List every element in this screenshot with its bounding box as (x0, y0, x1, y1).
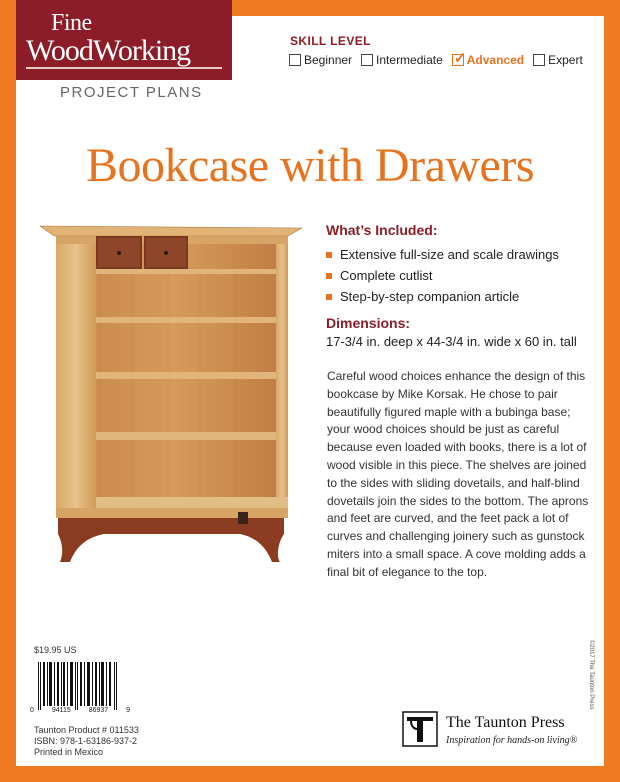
product-info (34, 725, 139, 758)
copyright-container (586, 640, 594, 720)
checkbox-icon (361, 54, 373, 66)
barcode-digit: 94115 (51, 707, 71, 714)
brand-subhead: PROJECT PLANS (60, 84, 203, 101)
skill-option-beginner (289, 53, 352, 67)
skill-label: Beginner (304, 53, 353, 67)
bullet-icon (326, 252, 332, 258)
skill-label: Advanced (466, 53, 525, 67)
skill-option-intermediate (361, 53, 443, 67)
list-item (326, 244, 559, 265)
price: $19.95 US (34, 645, 77, 655)
plan-title: Bookcase with Drawers (85, 139, 535, 192)
skill-level-options (289, 50, 583, 67)
list-item (326, 265, 559, 286)
brand-line2: WoodWorking (26, 34, 191, 67)
brand-rule (26, 67, 222, 69)
barcode-digit: 86937 (88, 707, 109, 714)
bullet-icon (326, 294, 332, 300)
skill-label: Expert (548, 53, 583, 67)
publisher-block (402, 710, 592, 756)
bookcase-photo (40, 212, 304, 574)
publisher-name: The Taunton Press (446, 714, 565, 731)
checkbox-icon (533, 54, 545, 66)
included-title: What’s Included: (326, 222, 438, 238)
barcode-digit: 0 (30, 707, 34, 714)
checked-checkbox-icon (452, 50, 467, 67)
included-item: Complete cutlist (340, 268, 433, 283)
printed-in: Printed in Mexico (34, 747, 104, 757)
taunton-logo-icon (402, 711, 438, 747)
isbn: ISBN: 978-1-63186-937-2 (34, 736, 138, 746)
brand-logo (16, 0, 232, 80)
publisher-tagline: Inspiration for hands-on living® (446, 735, 578, 746)
list-item (326, 286, 559, 307)
bullet-icon (326, 273, 332, 279)
skill-level-title: SKILL LEVEL (290, 34, 371, 48)
included-item: Step-by-step companion article (340, 289, 520, 304)
skill-label: Intermediate (376, 53, 443, 67)
checkbox-icon (289, 54, 301, 66)
barcode-digits (30, 707, 130, 714)
copyright: ©2017 The Taunton Press (588, 640, 594, 710)
skill-option-expert (533, 53, 583, 67)
product-number: Taunton Product # 011533 (34, 725, 139, 735)
dimensions-text: 17-3/4 in. deep x 44-3/4 in. wide x 60 in. tall (326, 334, 577, 349)
checkmark-icon: ✓ (453, 50, 467, 67)
brand-line1: Fine (51, 10, 92, 36)
description: Careful wood choices enhance the design of this bookcase by Mike Korsak. He chose to pair beautifully figured maple with a bubinga base; your wood choices should be just as careful because even loaded with books, there is a lot of wood visible in this piece. The shelves are joined to the sides with sliding dovetails, and half-blind dovetails join the sides to the bottom. The aprons and feet are curved, and the feet pack a lot of curves and challenging joinery such as gunstock miters into a small space. A cove molding adds a final bit of elegance to the top. (327, 369, 589, 579)
included-item: Extensive full-size and scale drawings (340, 247, 559, 262)
skill-option-advanced (452, 50, 525, 67)
dimensions-title: Dimensions: (326, 315, 411, 331)
barcode-digit: 9 (126, 707, 130, 714)
included-list (326, 244, 559, 307)
